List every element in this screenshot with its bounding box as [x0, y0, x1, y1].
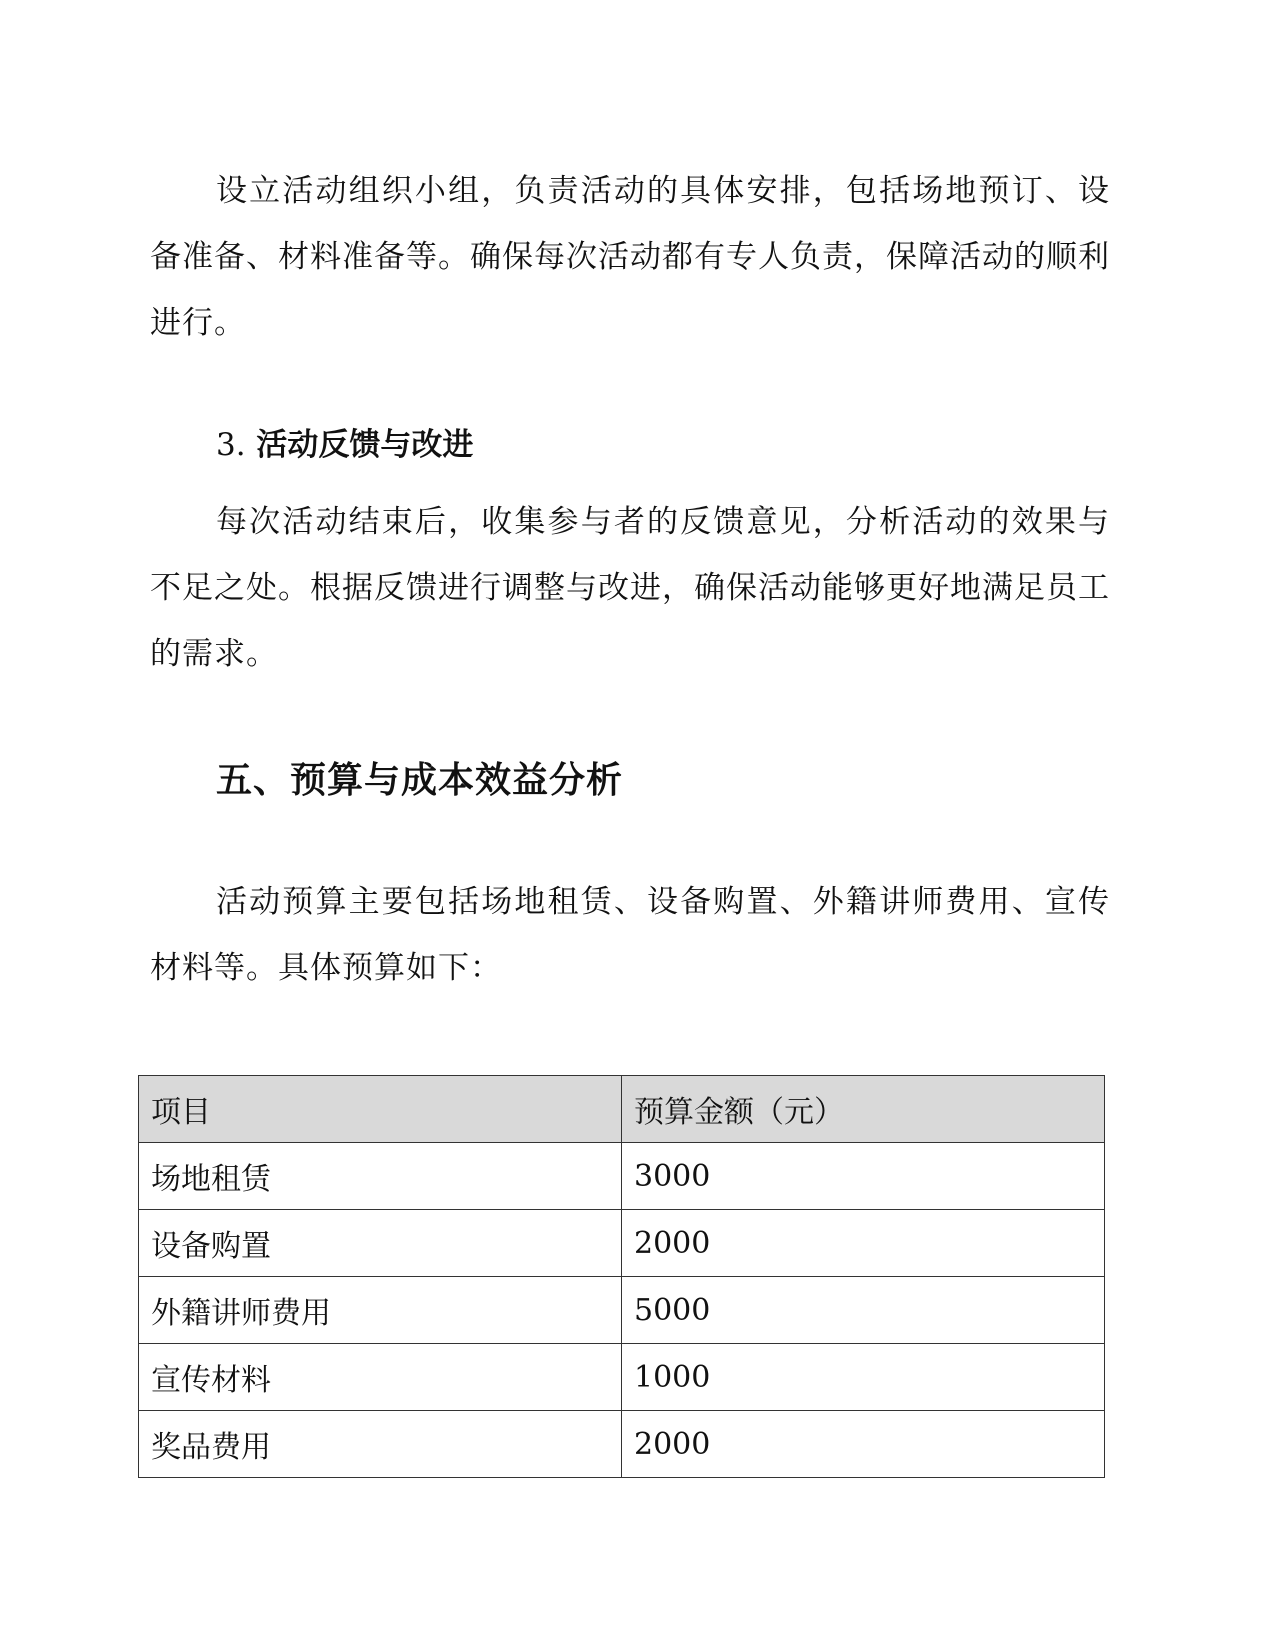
budget-table — [138, 1075, 1105, 1478]
table-row — [139, 1411, 1105, 1478]
subheading-text: 活动反馈与改进 — [256, 427, 474, 463]
subheading-feedback — [216, 425, 473, 465]
cell-amount: 5000 — [622, 1277, 1105, 1344]
cell-item: 设备购置 — [139, 1210, 622, 1277]
cell-item: 外籍讲师费用 — [139, 1277, 622, 1344]
table-row — [139, 1277, 1105, 1344]
cell-item: 宣传材料 — [139, 1344, 622, 1411]
paragraph-feedback: 每次活动结束后，收集参与者的反馈意见，分析活动的效果与不足之处。根据反馈进行调整与改进，确保活动能够更好地满足员工的需求。 — [150, 504, 1110, 672]
cell-amount: 3000 — [622, 1143, 1105, 1210]
cell-amount: 1000 — [622, 1344, 1105, 1411]
header-amount: 预算金额（元） — [622, 1076, 1105, 1143]
paragraph-organization: 设立活动组织小组，负责活动的具体安排，包括场地预订、设备准备、材料准备等。确保每次活动都有专人负责，保障活动的顺利进行。 — [150, 173, 1110, 341]
table-row — [139, 1210, 1105, 1277]
cell-item: 场地租赁 — [139, 1143, 622, 1210]
table-row — [139, 1143, 1105, 1210]
paragraph-budget-intro: 活动预算主要包括场地租赁、设备购置、外籍讲师费用、宣传材料等。具体预算如下： — [150, 884, 1110, 986]
cell-amount: 2000 — [622, 1210, 1105, 1277]
cell-amount: 2000 — [622, 1411, 1105, 1478]
table-header-row — [139, 1076, 1105, 1143]
section-title-budget: 五、预算与成本效益分析 — [216, 760, 624, 801]
table-row — [139, 1344, 1105, 1411]
subheading-number: 3. — [216, 427, 246, 463]
cell-item: 奖品费用 — [139, 1411, 622, 1478]
header-item: 项目 — [139, 1076, 622, 1143]
